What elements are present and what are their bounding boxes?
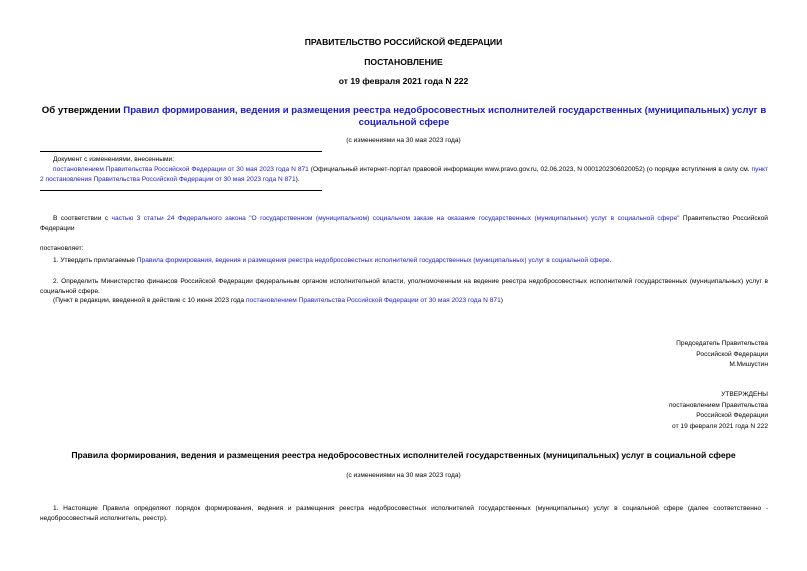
approved-line-1: УТВЕРЖДЕНЫ [721, 391, 768, 398]
rules-title: Правила формирования, ведения и размещения реестра недобросовестных исполнителей государственных (муниципальных) услуг в социальной сфере [71, 450, 736, 460]
approved-line-4: от 19 февраля 2021 года N 222 [672, 422, 768, 430]
signature-line-3: М.Мишустин [729, 361, 768, 368]
rules-item-1: 1. Настоящие Правила определяют порядок формирования, ведения и размещения реестра недобросовестных исполнителей государственных (муниципальных) услуг в социальной сфере (далее соответственно - недобросовестный исполнитель, реестр). [40, 505, 768, 522]
preamble-text-part1: В соответствии с [53, 215, 112, 222]
item-1 [53, 256, 768, 266]
item-1-rules-link[interactable]: Правила формирования, ведения и размещения реестра недобросовестных исполнителей государственных (муниципальных) услуг в социальной сфере [136, 257, 610, 264]
approved-line-2: постановлением Правительства [668, 401, 768, 409]
changes-text-part1: (Официальный интернет-портал правовой информации www.pravo.gov.ru, 02.06.2023, N 0001202306020052) (о порядке вступления в силу см. [308, 166, 752, 173]
changes-heading: Документ с изменениями, внесенными: [53, 156, 175, 163]
document-title [40, 105, 768, 128]
item-2-note-link[interactable]: постановлением Правительства Российской Федерации от 30 мая 2023 года N 871 [245, 297, 501, 304]
revision-note: (с изменениями на 30 мая 2023 года) [346, 137, 461, 144]
date-number: от 19 февраля 2021 года N 222 [338, 76, 469, 86]
preamble [40, 214, 768, 233]
changes-link-decree[interactable]: постановлением Правительства Российской Федерации от 30 мая 2023 года N 871 [53, 166, 309, 173]
approved-block [468, 390, 768, 432]
item-2-note [53, 296, 768, 306]
changes-link-point[interactable]: пункт 2 постановления Правительства Российской Федерации от 30 мая 2023 года N 871 [40, 166, 769, 183]
signature-block [468, 339, 768, 371]
approved-line-3: Российской Федерации [696, 412, 768, 419]
doc-type-heading: ПОСТАНОВЛЕНИЕ [364, 57, 443, 67]
government-heading: ПРАВИТЕЛЬСТВО РОССИЙСКОЙ ФЕДЕРАЦИИ [304, 37, 503, 47]
changes-bottom-rule [40, 190, 322, 191]
item-1-text-part1: 1. Утвердить прилагаемые [53, 257, 137, 264]
preamble-law-link[interactable]: частью 3 статьи 24 Федерального закона "О государственном (муниципальном) социальном заказе на оказание государственных (муниципальных) услуг в социальной сфере" [111, 215, 680, 222]
signature-line-1: Председатель Правительства [676, 340, 768, 347]
changes-text [40, 165, 768, 184]
item-2-note-part2: ) [500, 297, 503, 304]
decides-text: постановляет: [40, 245, 84, 252]
item-2: 2. Определить Министерство финансов Российской Федерации федеральным органом исполнительной власти, уполномоченным на ведение реестра недобросовестных исполнителей государственных (муниципальных) услуг в социальной сфере. [40, 278, 768, 295]
signature-line-2: Российской Федерации [696, 350, 768, 358]
item-1-text-part2: . [609, 257, 612, 264]
item-2-note-part1: (Пункт в редакции, введенной в действие с 10 июня 2023 года [53, 297, 246, 304]
title-link[interactable]: Правил формирования, ведения и размещения реестра недобросовестных исполнителей государственных (муниципальных) услуг в социальной сфере [123, 105, 767, 128]
title-prefix: Об утверждении [41, 105, 124, 116]
changes-text-part2: ). [295, 175, 300, 183]
changes-top-rule [40, 151, 322, 152]
preamble-text-part2: Правительство Российской Федерации [40, 215, 768, 232]
rules-revision-note: (с изменениями на 30 мая 2023 года) [346, 472, 461, 479]
